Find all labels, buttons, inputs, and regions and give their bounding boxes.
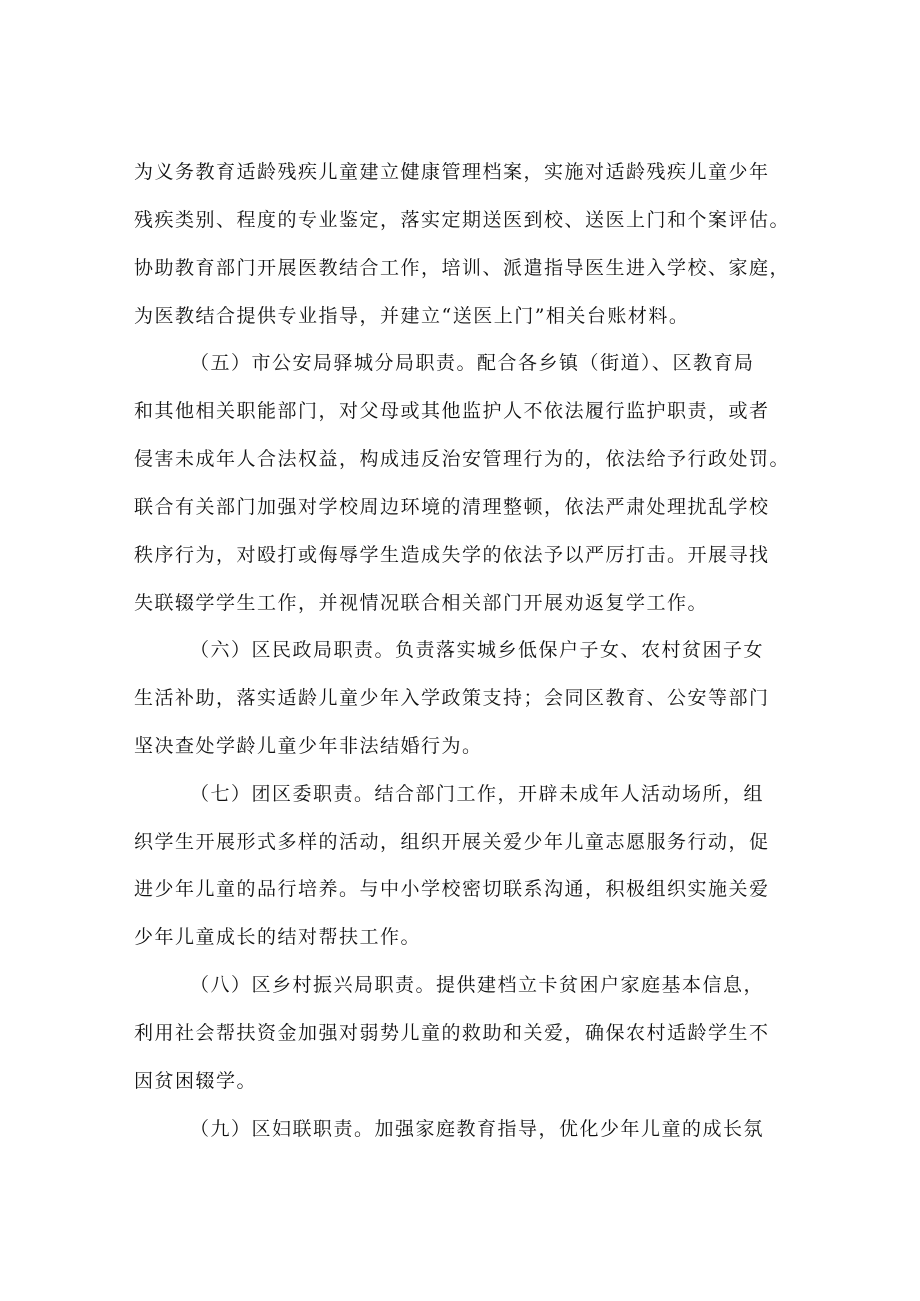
text-line: 少年儿童成长的结对帮扶工作。	[134, 926, 422, 948]
text-line: 因贫困辍学。	[134, 1070, 258, 1092]
text-line: 联合有关部门加强对学校周边环境的清理整顿，依法严肃处理扰乱学校	[134, 496, 770, 518]
text-line: 秩序行为，对殴打或侮辱学生造成失学的依法予以严厉打击。开展寻找	[134, 544, 770, 566]
text-line: 坚决查处学龄儿童少年非法结婚行为。	[134, 735, 483, 757]
text-line: 织学生开展形式多样的活动，组织开展关爱少年儿童志愿服务行动，促	[134, 831, 770, 853]
text-line: 侵害未成年人合法权益，构成违反治安管理行为的，依法给予行政处罚。	[134, 448, 791, 470]
paragraph-heading-9: （九）区妇联职责。加强家庭教育指导，优化少年儿童的成长氛	[190, 1118, 765, 1140]
text-line: 生活补助，落实适龄儿童少年入学政策支持；会同区教育、公安等部门	[134, 687, 770, 709]
paragraph-heading-8: （八）区乡村振兴局职责。提供建档立卡贫困户家庭基本信息，	[190, 974, 765, 996]
text-line: 为医教结合提供专业指导，并建立“送医上门”相关台账材料。	[134, 305, 690, 327]
text-line: 和其他相关职能部门，对父母或其他监护人不依法履行监护职责，或者	[134, 400, 770, 422]
text-line: 为义务教育适龄残疾儿童建立健康管理档案，实施对适龄残疾儿童少年	[134, 161, 770, 183]
text-line: 进少年儿童的品行培养。与中小学校密切联系沟通，积极组织实施关爱	[134, 878, 770, 900]
text-line: 协助教育部门开展医教结合工作，培训、派遣指导医生进入学校、家庭，	[134, 257, 791, 279]
text-line: 残疾类别、程度的专业鉴定，落实定期送医到校、送医上门和个案评估。	[134, 209, 791, 231]
text-line: 失联辍学学生工作，并视情况联合相关部门开展劝返复学工作。	[134, 592, 709, 614]
paragraph-heading-5: （五）市公安局驿城分局职责。配合各乡镇（街道）、区教育局	[190, 352, 755, 374]
paragraph-heading-6: （六）区民政局职责。负责落实城乡低保户子女、农村贫困子女	[190, 639, 765, 661]
paragraph-heading-7: （七）团区委职责。结合部门工作，开辟未成年人活动场所，组	[190, 783, 765, 805]
text-line: 利用社会帮扶资金加强对弱势儿童的救助和关爱，确保农村适龄学生不	[134, 1022, 770, 1044]
